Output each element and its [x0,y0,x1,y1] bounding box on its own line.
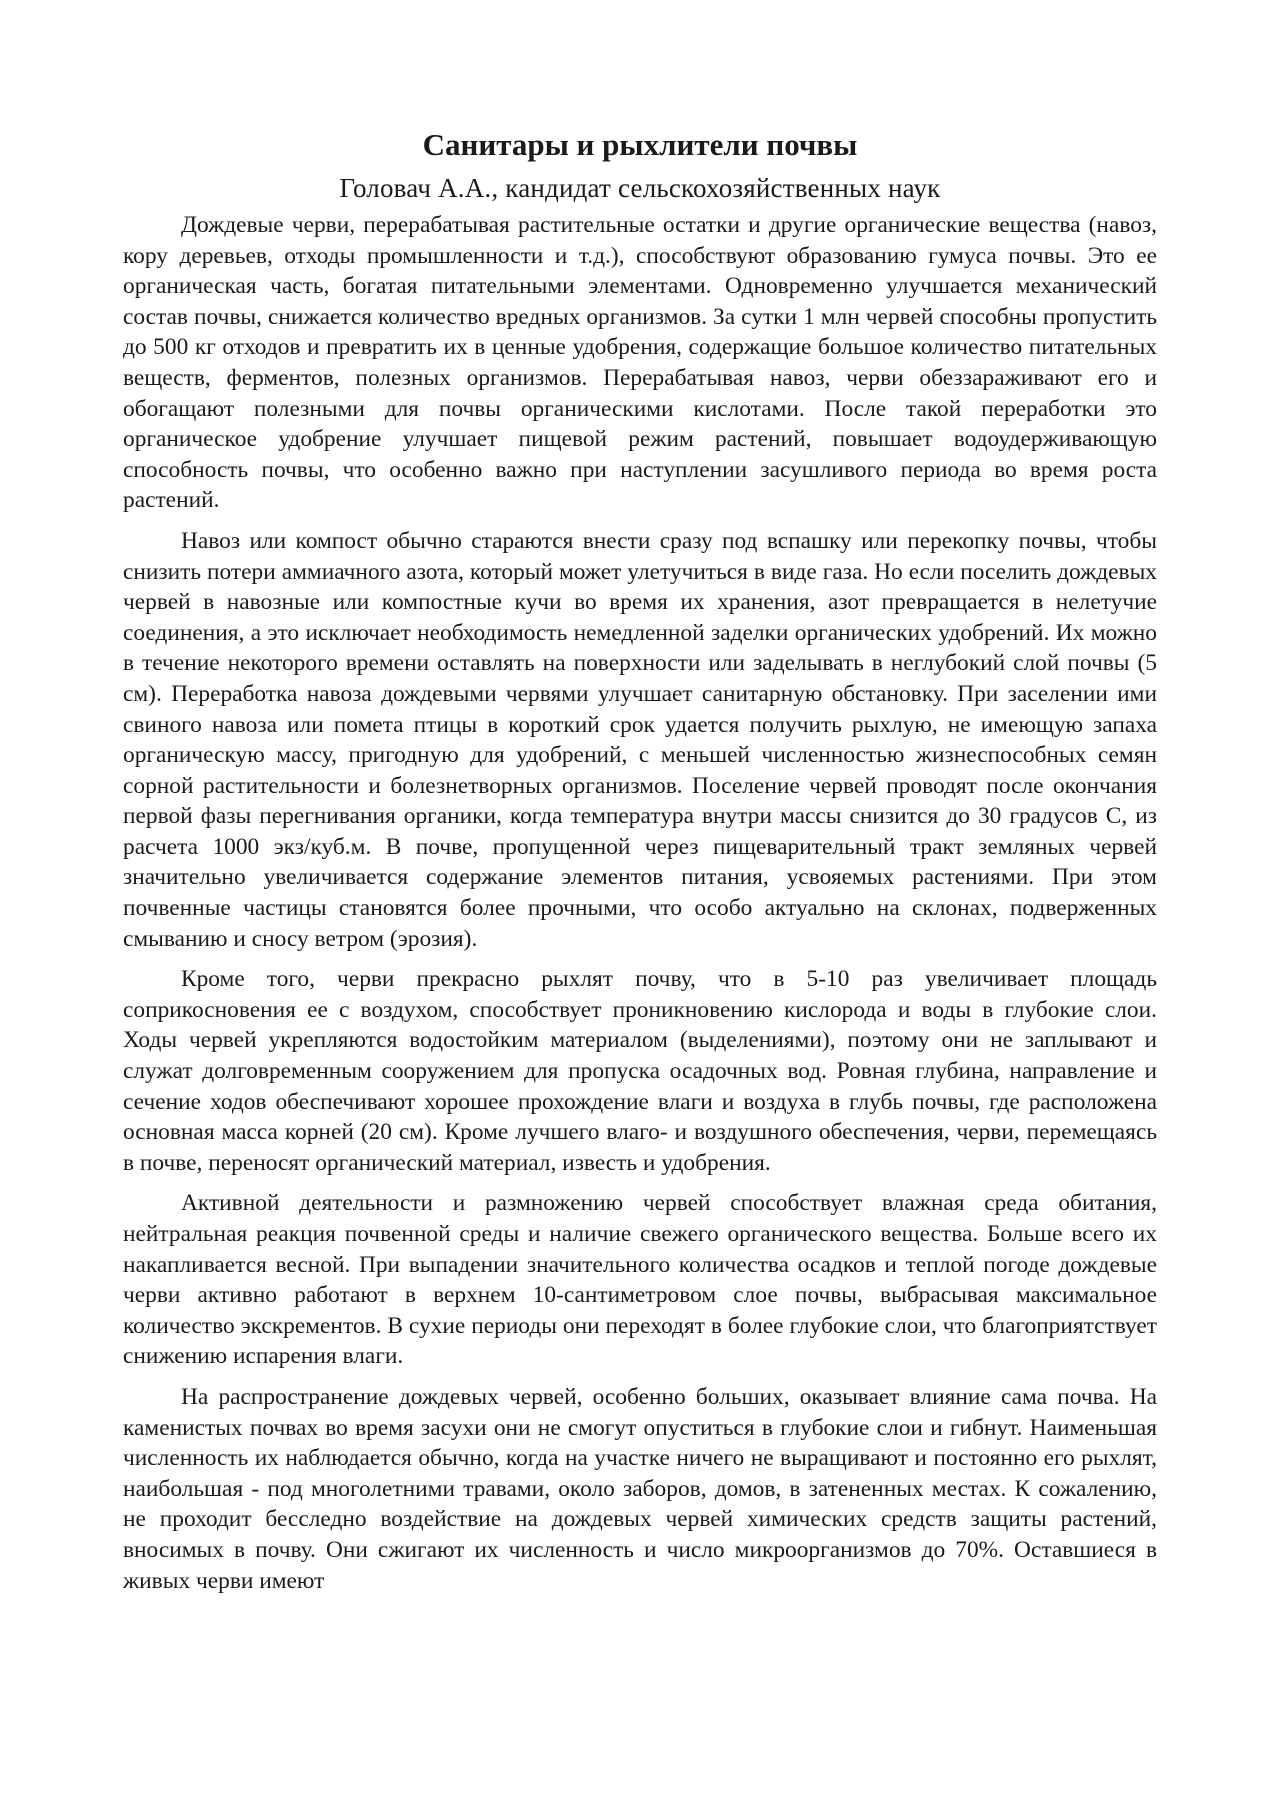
paragraph-1: Дождевые черви, перерабатывая растительные остатки и другие органические вещества (навоз, кору деревьев, отходы промышленности и т.д.), способствуют образованию гумуса почвы. Это ее органическая часть, богатая питательными элементами. Одновременно улучшается механический состав почвы, снижается количество вредных организмов. За сутки 1 млн червей способны пропустить до 500 кг отходов и превратить их в ценные удобрения, содержащие большое количество питательных веществ, ферментов, полезных организмов. Перерабатывая навоз, черви обеззараживают его и обогащают полезными для почвы органическими кислотами. После такой переработки это органическое удобрение улучшает пищевой режим растений, повышает водоудерживающую способность почвы, что особенно важно при наступлении засушливого периода во время роста растений. [123,212,1157,514]
author-line: Головач А.А., кандидат сельскохозяйственных наук [339,173,941,203]
paragraph-3: Кроме того, черви прекрасно рыхлят почву, что в 5-10 раз увеличивает площадь соприкосновения ее с воздухом, способствует проникновению кислорода и воды в глубокие слои. Ходы червей укрепляются водостойким материалом (выделениями), поэтому они не заплывают и служат долговременным сооружением для пропуска осадочных вод. Ровная глубина, направление и сечение ходов обеспечивают хорошее прохождение влаги и воздуха в глубь почвы, где расположена основная масса корней (20 см). Кроме лучшего влаго- и воздушного обеспечения, черви, перемещаясь в почве, переносят органический материал, известь и удобрения. [123,966,1157,1176]
paragraph-2: Навоз или компост обычно стараются внести сразу под вспашку или перекопку почвы, чтобы снизить потери аммиачного азота, который может улетучиться в виде газа. Но если поселить дождевых червей в навозные или компостные кучи во время их хранения, азот превращается в нелетучие соединения, а это исключает необходимость немедленной заделки органических удобрений. Их можно в течение некоторого времени оставлять на поверхности или заделывать в неглубокий слой почвы (5 см). Переработка навоза дождевыми червями улучшает санитарную обстановку. При заселении ими свиного навоза или помета птицы в короткий срок удается получить рыхлую, не имеющую запаха органическую массу, пригодную для удобрений, с меньшей численностью жизнеспособных семян сорной растительности и болезнетворных организмов. Поселение червей проводят после окончания первой фазы перегнивания органики, когда температура внутри массы снизится до 30 градусов С, из расчета 1000 экз/куб.м. В почве, пропущенной через пищеварительный тракт земляных червей значительно увеличивается содержание элементов питания, усвояемых растениями. При этом почвенные частицы становятся более прочными, что особо актуально на склонах, подверженных смыванию и сносу ветром (эрозия). [123,527,1157,952]
paragraph-5: На распространение дождевых червей, особенно больших, оказывает влияние сама почва. На каменистых почвах во время засухи они не смогут опуститься в глубокие слои и гибнут. Наименьшая численность их наблюдается обычно, когда на участке ничего не выращивают и постоянно его рыхлят, наибольшая - под многолетними травами, около заборов, домов, в затененных местах. К сожалению, не проходит бесследно воздействие на дождевых червей химических средств защиты растений, вносимых в почву. Они сжигают их численность и число микроорганизмов до 70%. Оставшиеся в живых черви имеют [123,1383,1157,1594]
page-title: Санитары и рыхлители почвы [422,127,858,162]
document-body [123,122,1157,1606]
paragraph-4: Активной деятельности и размножению червей способствует влажная среда обитания, нейтральная реакция почвенной среды и наличие свежего органического вещества. Больше всего их накапливается весной. При выпадении значительного количества осадков и теплой погоде дождевые черви активно работают в верхнем 10-сантиметровом слое почвы, выбрасывая максимальное количество экскрементов. В сухие периоды они переходят в более глубокие слои, что благоприятствует снижению испарения влаги. [123,1190,1157,1370]
